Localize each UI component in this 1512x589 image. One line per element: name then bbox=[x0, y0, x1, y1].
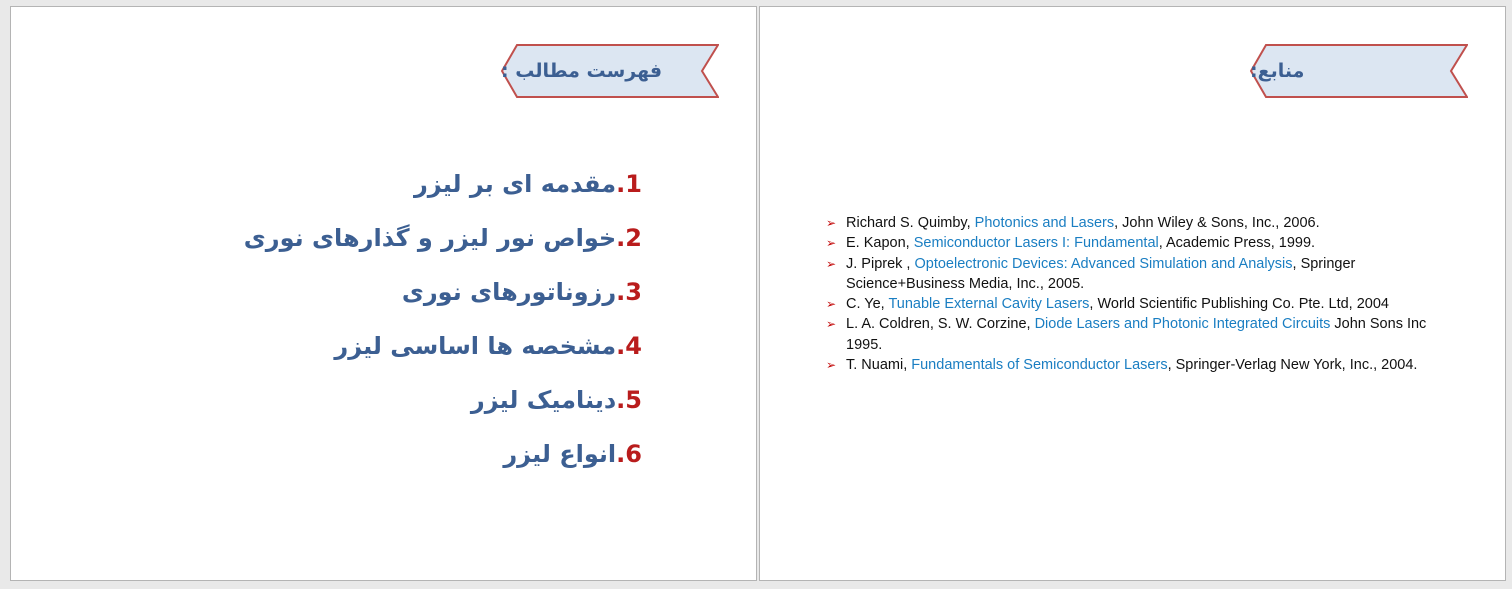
reference-title-link[interactable]: Diode Lasers and Photonic Integrated Circuits bbox=[1034, 316, 1331, 333]
reference-title-link[interactable]: Optoelectronic Devices: Advanced Simulation and Analysis bbox=[914, 255, 1293, 272]
reference-item bbox=[824, 213, 1456, 233]
toc-item-label: رزوناتورهای نوری bbox=[401, 278, 617, 306]
reference-item bbox=[824, 233, 1456, 253]
reference-publisher: John Sons Inc 1995. bbox=[846, 316, 1427, 353]
arrowhead-bullet-icon: ➢ bbox=[826, 236, 837, 251]
reference-item bbox=[824, 294, 1456, 314]
toc-item-number: 3. bbox=[616, 278, 642, 306]
reference-publisher: , Springer-Verlag New York, Inc., 2004. bbox=[1167, 357, 1418, 374]
toc-item bbox=[244, 373, 642, 427]
toc-list bbox=[244, 157, 642, 481]
toc-item-label: مقدمه ای بر لیزر bbox=[413, 170, 617, 198]
reference-author: L. A. Coldren, S. W. Corzine, bbox=[846, 316, 1035, 333]
reference-publisher: , Academic Press, 1999. bbox=[1158, 235, 1316, 252]
reference-author: C. Ye, bbox=[846, 296, 889, 313]
reference-item bbox=[824, 314, 1456, 355]
toc-item-label: انواع لیزر bbox=[503, 440, 617, 468]
reference-publisher: , World Scientific Publishing Co. Pte. Ltd, 2004 bbox=[1089, 296, 1389, 313]
reference-item bbox=[824, 355, 1456, 375]
arrowhead-bullet-icon: ➢ bbox=[826, 297, 837, 312]
reference-publisher: , Springer Science+Business Media, Inc., 2005. bbox=[846, 255, 1356, 292]
reference-publisher: , John Wiley & Sons, Inc., 2006. bbox=[1114, 215, 1320, 231]
reference-title-link[interactable]: Semiconductor Lasers I: Fundamental bbox=[913, 235, 1159, 252]
toc-item bbox=[244, 427, 642, 481]
reference-author: Richard S. Quimby, bbox=[846, 215, 975, 231]
toc-item-label: خواص نور لیزر و گذارهای نوری bbox=[243, 224, 617, 252]
arrowhead-bullet-icon: ➢ bbox=[826, 358, 837, 373]
toc-item-number: 6. bbox=[616, 440, 642, 468]
reference-title-link[interactable]: Fundamentals of Semiconductor Lasers bbox=[911, 357, 1168, 374]
toc-item bbox=[244, 265, 642, 319]
toc-item-number: 5. bbox=[616, 386, 642, 414]
arrowhead-bullet-icon: ➢ bbox=[826, 216, 837, 230]
refs-title-banner bbox=[1250, 44, 1468, 98]
toc-title-banner bbox=[501, 44, 719, 98]
toc-item-number: 1. bbox=[616, 170, 642, 198]
slide-table-of-contents bbox=[10, 6, 757, 581]
refs-title: منابع: bbox=[1250, 60, 1305, 82]
references-list bbox=[824, 213, 1456, 375]
reference-title-link[interactable]: Tunable External Cavity Lasers bbox=[888, 296, 1090, 313]
toc-item bbox=[244, 211, 642, 265]
arrowhead-bullet-icon: ➢ bbox=[826, 317, 837, 332]
reference-title-link[interactable]: Photonics and Lasers bbox=[974, 215, 1115, 231]
toc-title: فهرست مطالب : bbox=[501, 60, 663, 82]
arrowhead-bullet-icon: ➢ bbox=[826, 256, 837, 271]
toc-item-number: 2. bbox=[616, 224, 642, 252]
toc-item-label: مشخصه ها اساسی لیزر bbox=[334, 332, 617, 360]
reference-author: J. Piprek , bbox=[846, 255, 915, 272]
toc-item bbox=[244, 157, 642, 211]
reference-author: T. Nuami, bbox=[846, 357, 912, 374]
reference-author: E. Kapon, bbox=[846, 235, 914, 252]
reference-item bbox=[824, 254, 1456, 295]
toc-item bbox=[244, 319, 642, 373]
toc-item-number: 4. bbox=[616, 332, 642, 360]
toc-item-label: دینامیک لیزر bbox=[470, 386, 617, 414]
slide-references bbox=[759, 6, 1506, 581]
